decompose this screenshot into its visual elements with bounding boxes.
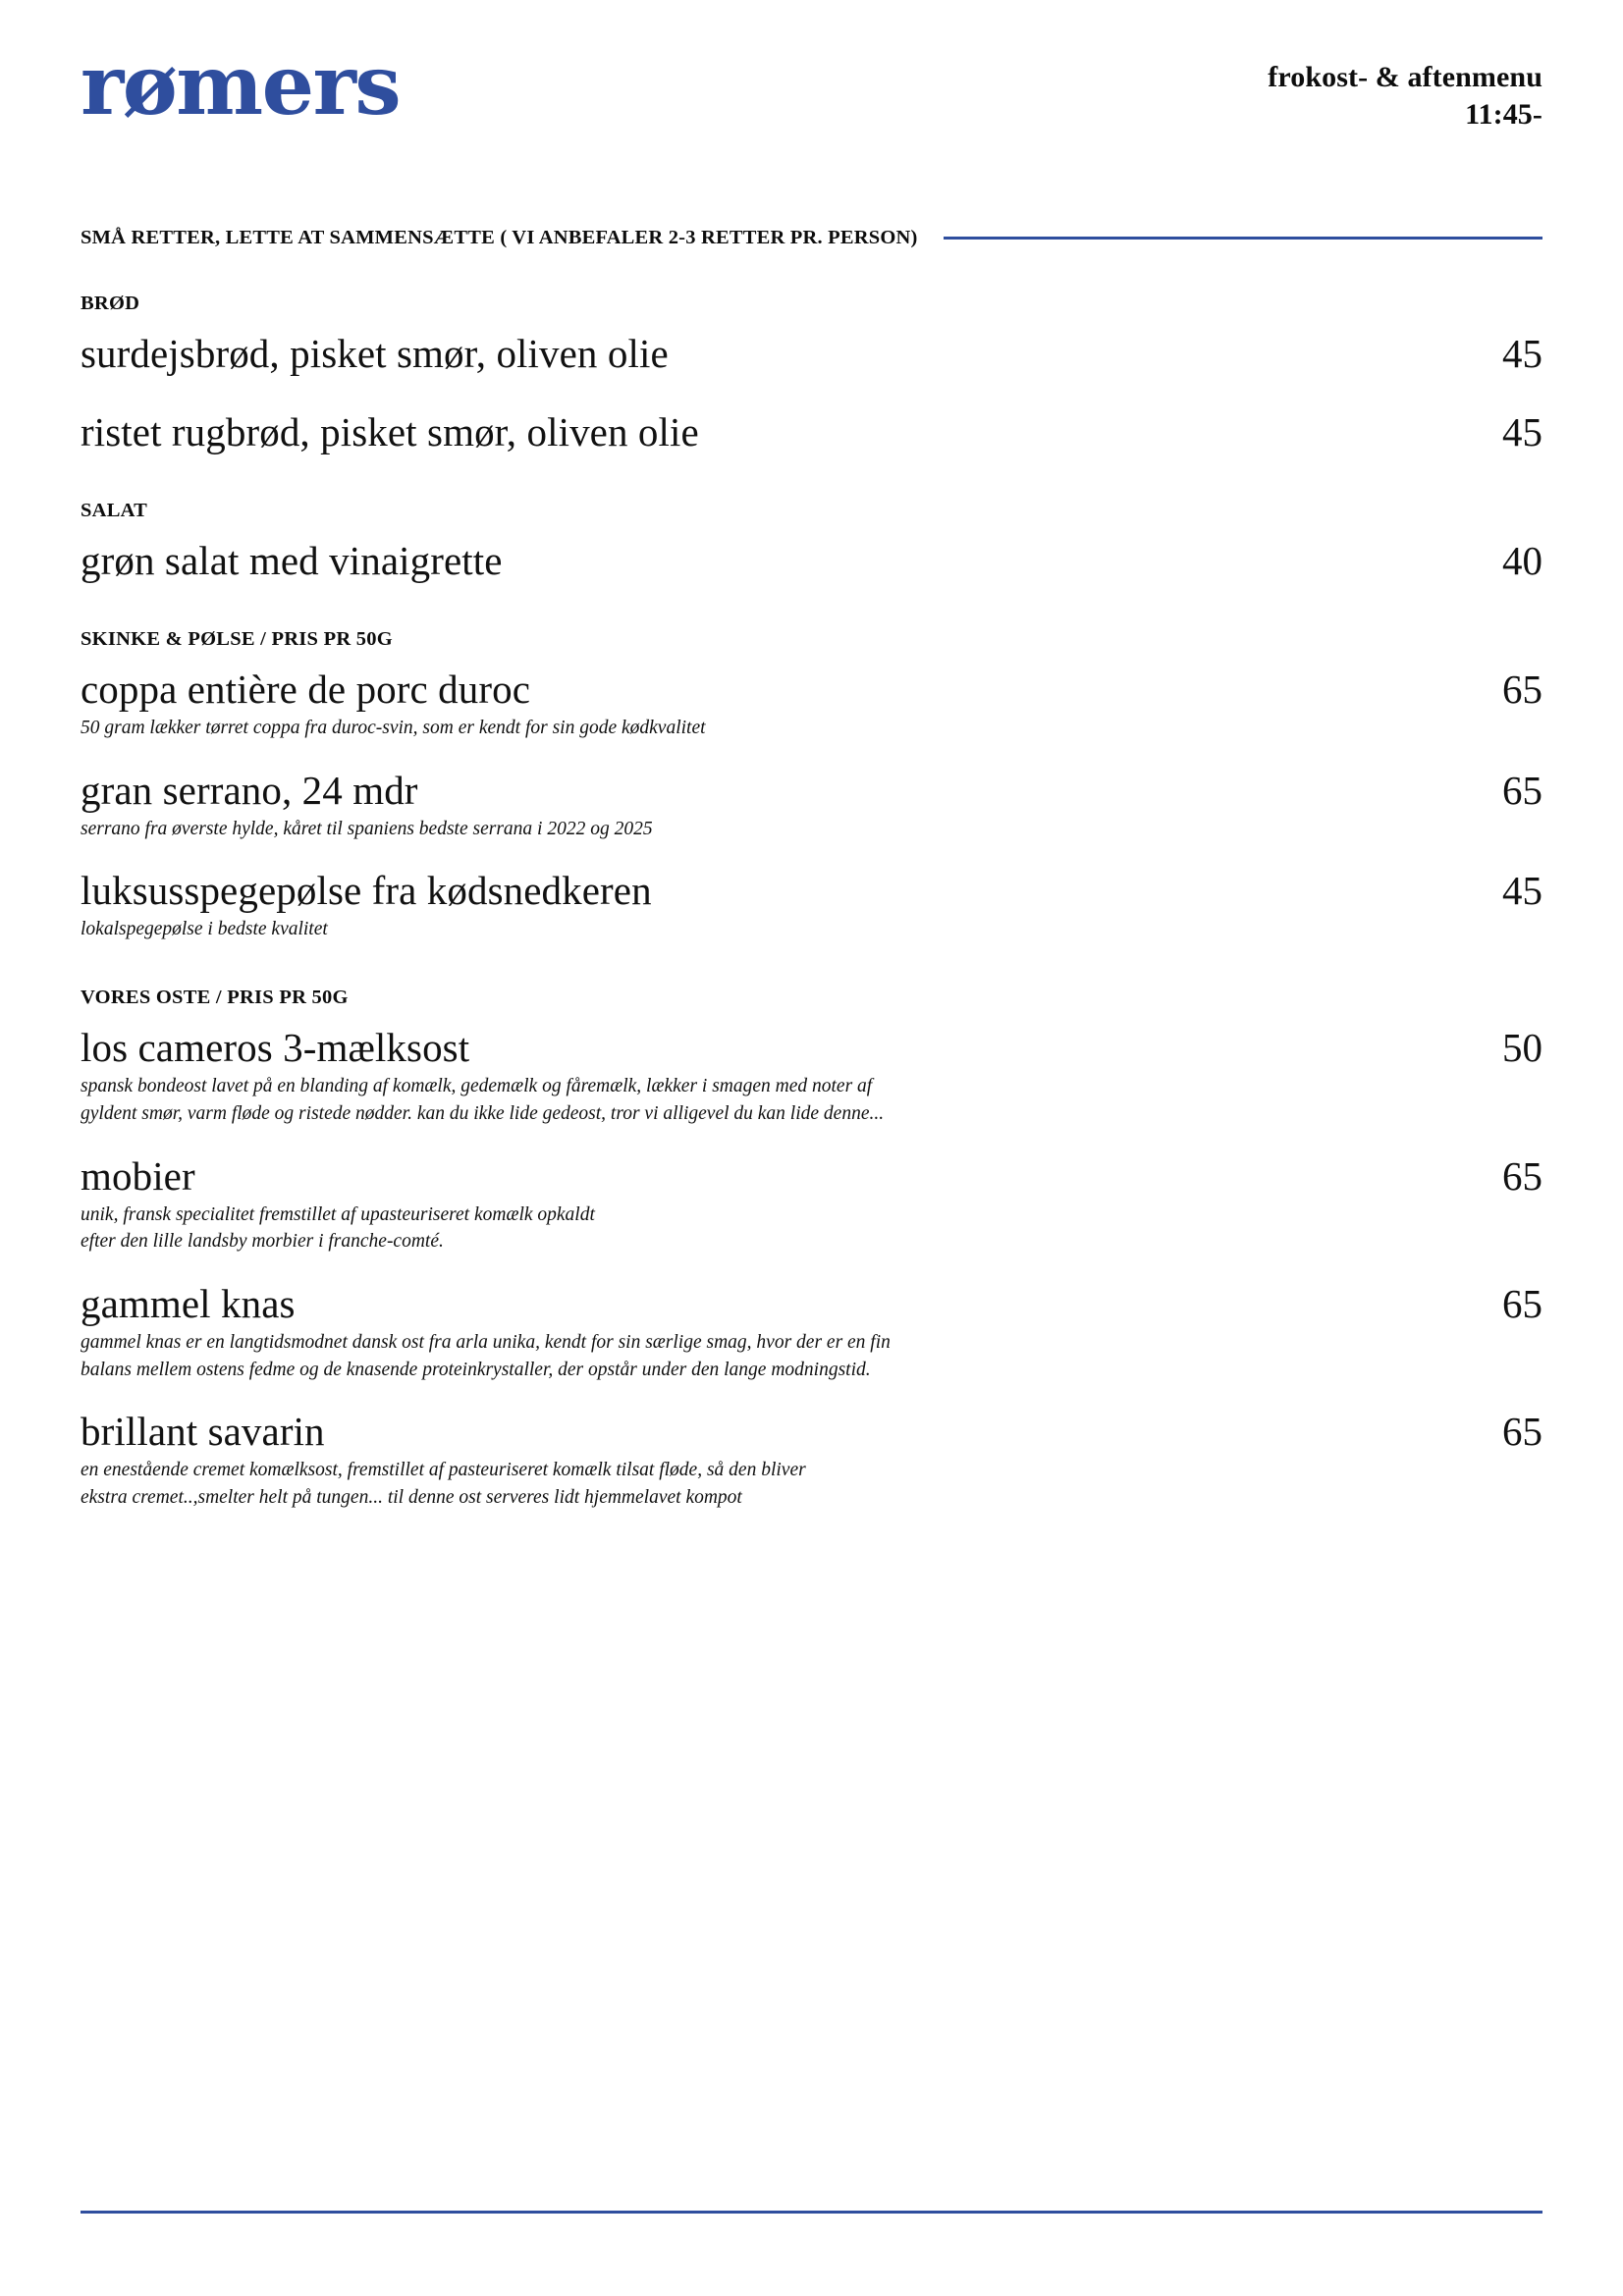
menu-item-row — [81, 407, 1542, 456]
menu-item-name: grøn salat med vinaigrette — [81, 538, 503, 584]
menu-item — [81, 407, 1542, 456]
menu-item — [81, 866, 1542, 943]
section-label: BRØD — [81, 293, 140, 314]
menu-item-price: 45 — [1502, 331, 1542, 376]
menu-item-description-line: gammel knas er en langtidsmodnet dansk ost fra arla unika, kendt for sin særlige smag, hvor der er en fin — [81, 1331, 891, 1353]
menu-item-row — [81, 536, 1542, 585]
menu-item — [81, 766, 1542, 843]
menu-item-description-line: 50 gram lækker tørret coppa fra duroc-svin, som er kendt for sin gode kødkvalitet — [81, 718, 706, 739]
intro-divider — [944, 237, 1542, 240]
menu-item-row — [81, 1407, 1542, 1456]
menu-item-description-line: efter den lille landsby morbier i franche-comté. — [81, 1231, 444, 1253]
menu-item-name: surdejsbrød, pisket smør, oliven olie — [81, 331, 669, 376]
menu-item-name: gammel knas — [81, 1280, 296, 1326]
menu-item-row — [81, 665, 1542, 714]
menu-item-row — [81, 1151, 1542, 1201]
menu-item-price: 40 — [1502, 538, 1542, 584]
menu-item-price: 65 — [1502, 1152, 1542, 1199]
menu-item-description — [81, 1073, 1161, 1127]
menu-item-row — [81, 866, 1542, 915]
menu-item-description-line: en enestående cremet komælksost, fremstillet af pasteuriseret komælk tilsat fløde, så den bliver — [81, 1460, 806, 1481]
menu-item — [81, 1151, 1542, 1255]
menu-item-description — [81, 1457, 1161, 1511]
menu-section — [81, 987, 1542, 1512]
menu-item-name: mobier — [81, 1152, 195, 1199]
menu-item-price: 65 — [1502, 1280, 1542, 1326]
menu-item-price: 65 — [1502, 767, 1542, 813]
intro-text: SMÅ RETTER, LETTE AT SAMMENSÆTTE ( VI ANBEFALER 2-3 RETTER PR. PERSON) — [81, 226, 918, 248]
section-label: SALAT — [81, 500, 148, 522]
menu-item-name: gran serrano, 24 mdr — [81, 767, 418, 813]
section-label: SKINKE & PØLSE / PRIS PR 50G — [81, 628, 393, 651]
menu-item-row — [81, 1023, 1542, 1072]
menu-item-row — [81, 329, 1542, 378]
menu-hours: 11:45- — [1465, 98, 1542, 132]
menu-item-price: 65 — [1502, 1409, 1542, 1455]
menu-item-price: 50 — [1502, 1025, 1542, 1071]
menu-item — [81, 1279, 1542, 1383]
menu-item-description — [81, 816, 1161, 843]
menu-item-price: 65 — [1502, 667, 1542, 713]
menu-item-description — [81, 916, 1161, 943]
menu-item — [81, 536, 1542, 585]
menu-item-row — [81, 1279, 1542, 1328]
menu-item-description — [81, 715, 1161, 742]
menu-item-description — [81, 1201, 1161, 1255]
menu-item-description-line: spansk bondeost lavet på en blanding af komælk, gedemælk og fåremælk, lækker i smagen med noter af — [81, 1076, 873, 1097]
menu-item — [81, 1407, 1542, 1511]
menu-item-description-line: lokalspegepølse i bedste kvalitet — [81, 919, 328, 940]
menu-item-name: luksusspegepølse fra kødsnedkeren — [81, 868, 652, 914]
menu-item — [81, 1023, 1542, 1127]
menu-title: frokost- & aftenmenu — [1268, 61, 1542, 93]
header-meta — [1268, 45, 1542, 134]
menu-item-description-line: unik, fransk specialitet fremstillet af upasteuriseret komælk opkaldt — [81, 1203, 595, 1225]
menu-item-price: 45 — [1502, 409, 1542, 455]
menu-item — [81, 665, 1542, 742]
menu-item-row — [81, 766, 1542, 815]
menu-item-description-line: ekstra cremet..,smelter helt på tungen... til denne ost serveres lidt hjemmelavet kompot — [81, 1487, 742, 1509]
menu-item-name: los cameros 3-mælksost — [81, 1025, 470, 1071]
section-label: VORES OSTE / PRIS PR 50G — [81, 987, 349, 1009]
footer-divider — [81, 2211, 1542, 2214]
menu-item-price: 45 — [1502, 868, 1542, 914]
menu-item-description-line: balans mellem ostens fedme og de knasende proteinkrystaller, der opstår under den lange modningstid. — [81, 1359, 871, 1380]
menu-item — [81, 329, 1542, 378]
menu-item-name: brillant savarin — [81, 1409, 325, 1455]
menu-section — [81, 628, 1542, 943]
masthead — [81, 0, 1542, 155]
menu-item-description-line: serrano fra øverste hylde, kåret til spaniens bedste serrana i 2022 og 2025 — [81, 818, 653, 839]
menu-item-description — [81, 1329, 1161, 1383]
menu-item-name: ristet rugbrød, pisket smør, oliven olie — [81, 409, 699, 455]
menu-section — [81, 293, 1542, 456]
menu-section — [81, 500, 1542, 585]
intro-row — [81, 226, 1542, 249]
menu-sections — [81, 293, 1542, 1512]
menu-item-description-line: gyldent smør, varm fløde og ristede nødder. kan du ikke lide gedeost, tror vi alligevel du kan lide denne... — [81, 1102, 885, 1124]
menu-item-name: coppa entière de porc duroc — [81, 667, 531, 713]
brand-logo: rømers — [81, 36, 401, 133]
